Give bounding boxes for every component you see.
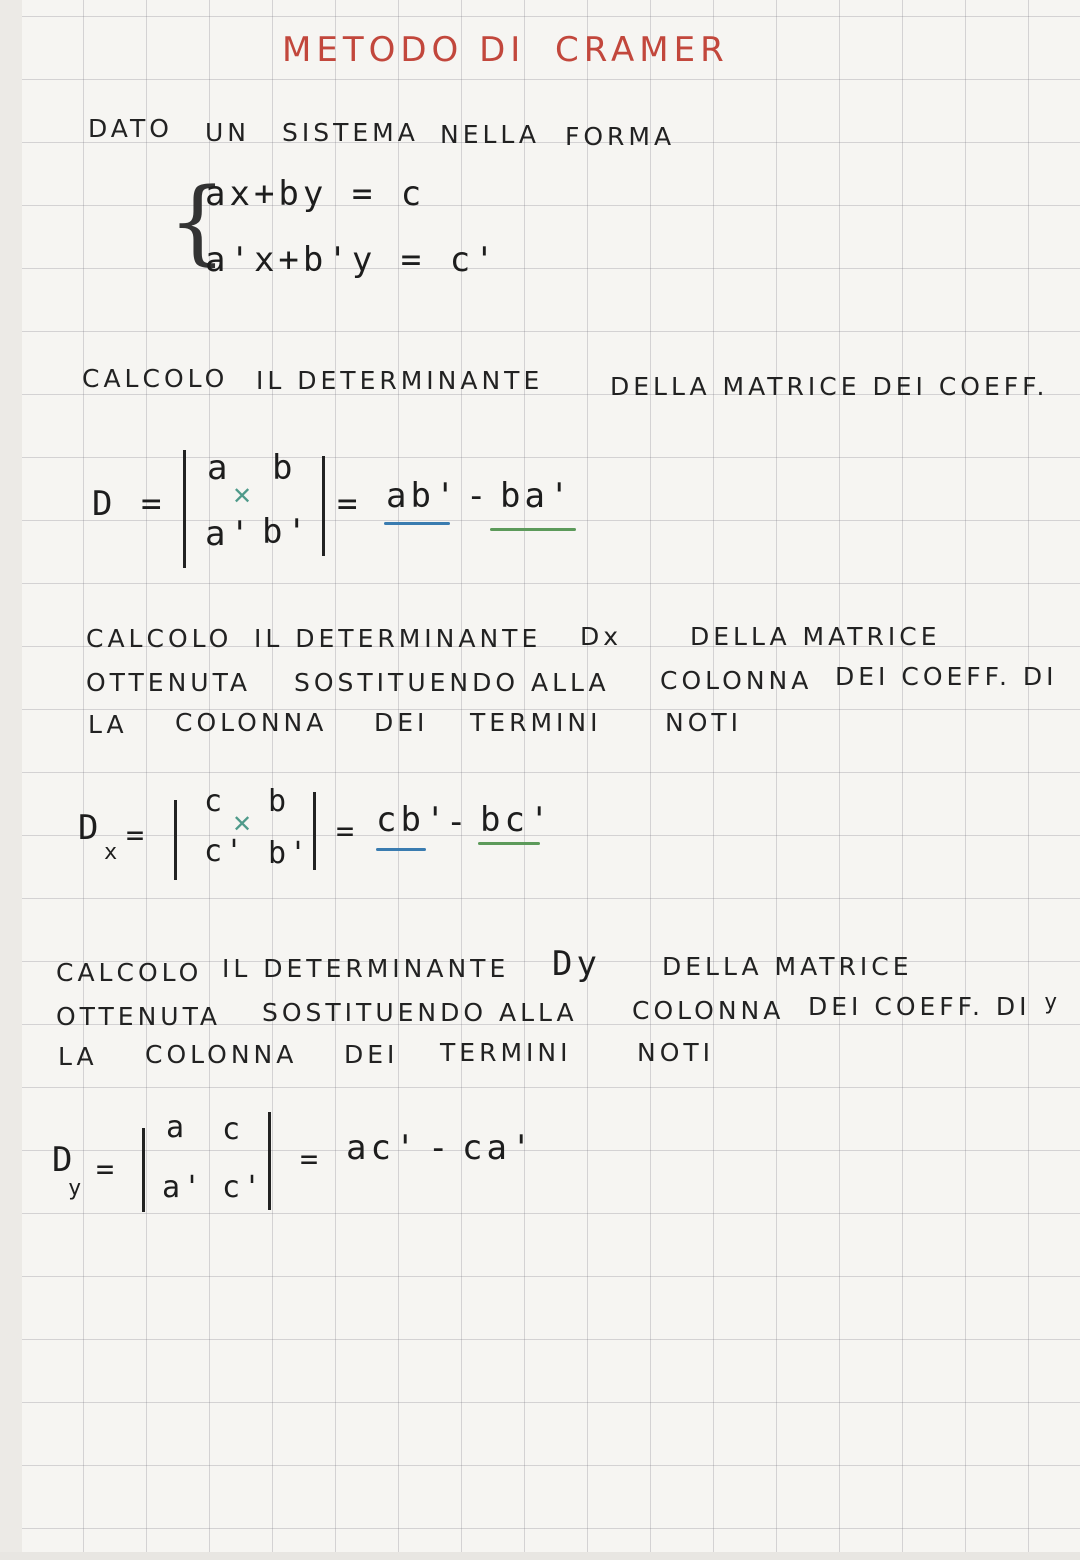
- intro-word: NELLA: [440, 120, 541, 149]
- heading-word: IL DETERMINANTE: [256, 366, 544, 395]
- page-edge: [0, 0, 22, 1560]
- cross-mark-icon: ✕: [232, 482, 253, 510]
- result-minus: -: [428, 1128, 453, 1168]
- underline-left: [376, 848, 426, 851]
- underline-right: [478, 842, 540, 845]
- underline-left: [384, 522, 450, 525]
- dx-label-equals: =: [126, 818, 148, 853]
- matrix-bar-left: [142, 1128, 145, 1212]
- dy-heading-word: COLONNA: [632, 996, 785, 1025]
- dy-heading-word: DEI COEFF. DI: [808, 992, 1031, 1021]
- system-brace: {: [168, 168, 230, 275]
- matrix-entry: a: [166, 1110, 188, 1145]
- result-term-right: ba': [500, 476, 574, 516]
- underline-right: [490, 528, 576, 531]
- title-part2: CRAMER: [555, 30, 729, 70]
- matrix-bar-right: [268, 1112, 271, 1210]
- dx-heading-word: IL DETERMINANTE: [254, 624, 542, 653]
- dy-heading-word: CALCOLO: [56, 958, 203, 987]
- dx-label-subscript: x: [104, 840, 121, 865]
- equals-sign: =: [300, 1142, 322, 1177]
- dx-heading-word: COLONNA: [660, 666, 813, 695]
- dx-heading-word: CALCOLO: [86, 624, 233, 653]
- result-term-left: ac': [346, 1128, 420, 1168]
- dy-heading-word: NOTI: [637, 1038, 715, 1067]
- matrix-bar-left: [183, 450, 186, 568]
- equals-sign: =: [336, 814, 358, 849]
- result-term-right: bc': [480, 800, 554, 840]
- page-bottom-edge: [0, 1552, 1080, 1560]
- dy-heading-word: OTTENUTA: [56, 1002, 222, 1031]
- dy-heading-word: LA: [58, 1042, 98, 1071]
- matrix-entry: c: [222, 1112, 244, 1147]
- dy-label-subscript: y: [68, 1176, 85, 1201]
- dx-heading-word: SOSTITUENDO ALLA: [294, 668, 610, 697]
- dy-heading-word: y: [1044, 990, 1058, 1015]
- dx-heading-word: COLONNA: [175, 708, 328, 737]
- dx-label: D: [78, 808, 103, 848]
- dy-label: D: [52, 1140, 77, 1180]
- heading-word: CALCOLO: [82, 364, 229, 393]
- dy-label-equals: =: [96, 1152, 118, 1187]
- matrix-entry: c: [204, 784, 226, 819]
- dy-heading-word: SOSTITUENDO ALLA: [262, 998, 578, 1027]
- matrix-bar-left: [174, 800, 177, 880]
- matrix-entry: b: [272, 448, 297, 488]
- matrix-entry: a: [207, 448, 232, 488]
- dy-heading-word: COLONNA: [145, 1040, 298, 1069]
- cross-mark-icon: ✕: [232, 810, 253, 838]
- matrix-bar-right: [322, 456, 325, 556]
- result-term-left: cb': [376, 800, 450, 840]
- result-term-right: ca': [462, 1128, 536, 1168]
- dx-heading-word: DEI: [374, 708, 429, 737]
- title-part1: METODO DI: [282, 30, 526, 70]
- dy-heading-word: Dy: [552, 944, 601, 984]
- dx-heading-word: TERMINI: [470, 708, 602, 737]
- result-minus: -: [446, 802, 471, 842]
- system-equation-1: ax+by = c: [205, 174, 426, 214]
- system-equation-2: a'x+b'y = c': [205, 240, 499, 280]
- dx-heading-word: Dx: [580, 622, 623, 651]
- dx-heading-word: LA: [88, 710, 128, 739]
- matrix-entry: c': [222, 1170, 265, 1205]
- matrix-entry: c': [204, 834, 247, 869]
- intro-word: DATO: [88, 114, 173, 143]
- intro-word: UN: [205, 118, 250, 147]
- intro-word: FORMA: [565, 122, 676, 151]
- dy-heading-word: DEI: [344, 1040, 399, 1069]
- result-minus: -: [466, 476, 491, 516]
- matrix-entry: a': [205, 514, 254, 554]
- matrix-entry: b: [268, 784, 290, 819]
- matrix-entry: b': [262, 512, 311, 552]
- matrix-bar-right: [313, 792, 316, 870]
- dx-heading-word: DELLA MATRICE: [690, 622, 941, 651]
- determinant-label: D =: [92, 484, 166, 524]
- equals-sign: =: [337, 484, 362, 524]
- dx-heading-word: NOTI: [665, 708, 743, 737]
- dx-heading-word: OTTENUTA: [86, 668, 252, 697]
- heading-word: DELLA MATRICE DEI COEFF.: [610, 372, 1049, 401]
- dy-heading-word: DELLA MATRICE: [662, 952, 913, 981]
- matrix-entry: a': [162, 1170, 205, 1205]
- intro-word: SISTEMA: [282, 118, 419, 147]
- dy-heading-word: TERMINI: [440, 1038, 572, 1067]
- dy-heading-word: IL DETERMINANTE: [222, 954, 510, 983]
- dx-heading-word: DEI COEFF. DI: [835, 662, 1058, 691]
- result-term-left: ab': [386, 476, 460, 516]
- matrix-entry: b': [268, 836, 311, 871]
